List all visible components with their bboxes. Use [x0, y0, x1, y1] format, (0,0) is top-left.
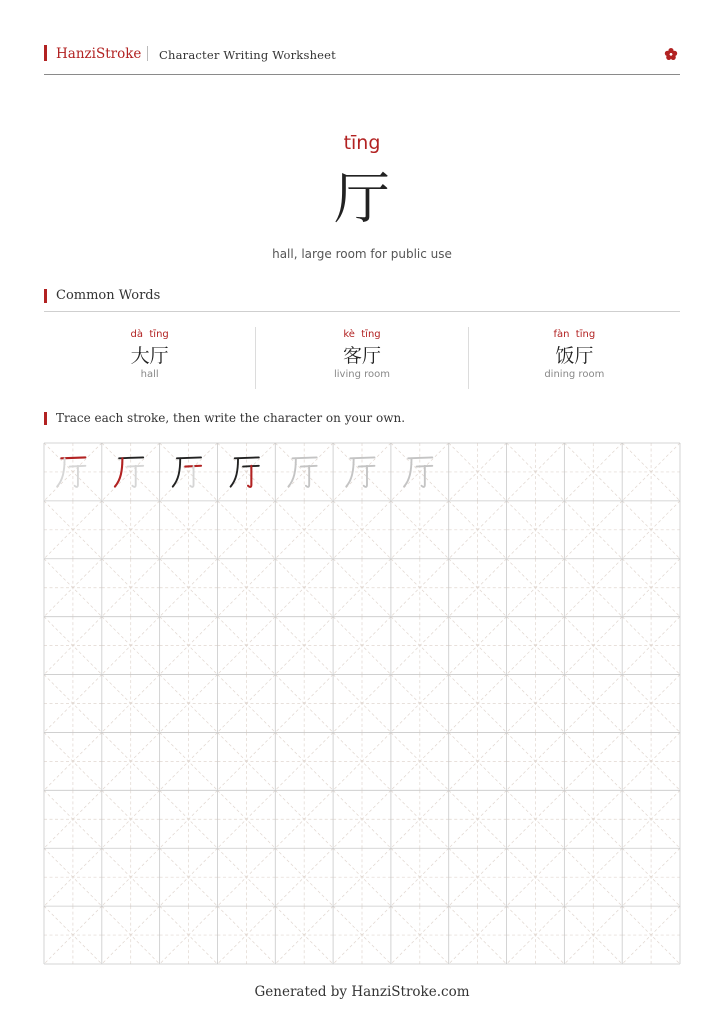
character-hanzi: 厅: [334, 167, 390, 232]
common-words-list: [44, 327, 680, 389]
practice-cell[interactable]: [102, 732, 160, 790]
practice-cell[interactable]: [391, 848, 449, 906]
practice-cell[interactable]: [622, 732, 680, 790]
word-pinyin: kè tīng: [343, 329, 381, 340]
word-hanzi: 客厅: [342, 345, 381, 367]
practice-cell[interactable]: [275, 732, 333, 790]
practice-instruction: Trace each stroke, then write the character on your own.: [56, 411, 406, 425]
practice-cell[interactable]: [160, 848, 218, 906]
practice-cell[interactable]: [622, 501, 680, 559]
practice-cell[interactable]: [564, 443, 622, 501]
practice-cell[interactable]: [507, 906, 565, 964]
practice-cell[interactable]: [449, 848, 507, 906]
stroke-path: [248, 466, 251, 487]
practice-cell[interactable]: [44, 790, 102, 848]
practice-cell[interactable]: [333, 443, 391, 501]
stroke-path: [421, 466, 424, 487]
common-words-title: Common Words: [56, 288, 161, 303]
practice-cell[interactable]: [44, 501, 102, 559]
practice-cell[interactable]: [564, 559, 622, 617]
practice-cell[interactable]: [333, 732, 391, 790]
practice-cell[interactable]: [622, 559, 680, 617]
practice-cell[interactable]: [622, 848, 680, 906]
word-item: [44, 327, 255, 389]
practice-cell[interactable]: [333, 906, 391, 964]
practice-cell[interactable]: [564, 906, 622, 964]
character-pinyin: tīng: [343, 132, 381, 154]
practice-cell[interactable]: [44, 848, 102, 906]
practice-cell[interactable]: [622, 443, 680, 501]
practice-cell[interactable]: [333, 848, 391, 906]
practice-cell[interactable]: [507, 675, 565, 733]
practice-cell[interactable]: [44, 675, 102, 733]
practice-cell[interactable]: [507, 848, 565, 906]
page-header: [44, 44, 680, 75]
word-pinyin: dà tīng: [130, 329, 169, 340]
practice-cell[interactable]: [275, 675, 333, 733]
practice-cell[interactable]: [275, 559, 333, 617]
practice-cell[interactable]: [391, 617, 449, 675]
practice-grid[interactable]: [43, 442, 681, 965]
practice-cell[interactable]: [333, 501, 391, 559]
practice-cell[interactable]: [622, 675, 680, 733]
practice-cell[interactable]: [391, 732, 449, 790]
practice-cell[interactable]: [102, 848, 160, 906]
common-words-rule: [44, 311, 680, 312]
practice-cell[interactable]: [507, 732, 565, 790]
practice-cell[interactable]: [217, 906, 275, 964]
word-hanzi: 饭厅: [555, 345, 594, 367]
practice-cell[interactable]: [102, 559, 160, 617]
practice-cell[interactable]: [564, 501, 622, 559]
practice-cell[interactable]: [102, 675, 160, 733]
practice-cell[interactable]: [507, 617, 565, 675]
practice-cell[interactable]: [275, 790, 333, 848]
practice-cell[interactable]: [333, 790, 391, 848]
practice-cell[interactable]: [102, 790, 160, 848]
stroke-path: [306, 466, 309, 487]
practice-cell[interactable]: [102, 443, 160, 501]
header-divider: [147, 46, 148, 61]
practice-cell[interactable]: [449, 617, 507, 675]
practice-cell[interactable]: [622, 617, 680, 675]
practice-cell[interactable]: [275, 848, 333, 906]
practice-cell[interactable]: [391, 790, 449, 848]
practice-cell[interactable]: [333, 617, 391, 675]
worksheet-subtitle: Character Writing Worksheet: [159, 48, 337, 62]
practice-cell[interactable]: [449, 732, 507, 790]
plum-blossom-icon: [664, 47, 678, 61]
practice-cell[interactable]: [622, 790, 680, 848]
practice-cell[interactable]: [217, 617, 275, 675]
word-meaning: dining room: [544, 369, 605, 380]
practice-cell[interactable]: [564, 732, 622, 790]
practice-cell[interactable]: [275, 443, 333, 501]
header-accent-bar: [44, 45, 47, 61]
practice-cell[interactable]: [160, 790, 218, 848]
stroke-path: [132, 466, 135, 487]
stroke-path: [364, 466, 367, 487]
practice-cell[interactable]: [160, 675, 218, 733]
stroke-path: [75, 466, 78, 487]
practice-cell[interactable]: [507, 559, 565, 617]
practice-cell[interactable]: [160, 559, 218, 617]
practice-cell[interactable]: [275, 501, 333, 559]
practice-cell[interactable]: [160, 906, 218, 964]
word-pinyin: fàn tīng: [553, 329, 596, 340]
common-words-accent-bar: [44, 289, 47, 303]
practice-cell[interactable]: [160, 443, 218, 501]
practice-cell[interactable]: [564, 675, 622, 733]
practice-cell[interactable]: [102, 617, 160, 675]
practice-cell[interactable]: [449, 675, 507, 733]
practice-cell[interactable]: [217, 443, 275, 501]
practice-cell[interactable]: [44, 443, 102, 501]
practice-cell[interactable]: [507, 501, 565, 559]
practice-cell[interactable]: [333, 559, 391, 617]
character-meaning: hall, large room for public use: [272, 247, 452, 261]
practice-cell[interactable]: [217, 501, 275, 559]
practice-accent-bar: [44, 412, 47, 425]
practice-cell[interactable]: [44, 732, 102, 790]
practice-cell[interactable]: [102, 906, 160, 964]
practice-cell[interactable]: [391, 559, 449, 617]
practice-cell[interactable]: [391, 906, 449, 964]
practice-cell[interactable]: [449, 443, 507, 501]
stroke-path: [115, 458, 122, 486]
practice-cell[interactable]: [275, 906, 333, 964]
practice-cell[interactable]: [507, 790, 565, 848]
practice-cell[interactable]: [391, 443, 449, 501]
practice-cell[interactable]: [102, 501, 160, 559]
word-meaning: living room: [333, 369, 390, 380]
word-meaning: hall: [140, 369, 159, 380]
practice-cell[interactable]: [449, 559, 507, 617]
word-item: [468, 327, 680, 389]
stroke-path: [190, 466, 193, 487]
practice-cell[interactable]: [217, 848, 275, 906]
practice-cell[interactable]: [44, 906, 102, 964]
practice-cell[interactable]: [564, 617, 622, 675]
practice-cell[interactable]: [160, 732, 218, 790]
practice-cell[interactable]: [275, 617, 333, 675]
practice-cell[interactable]: [217, 675, 275, 733]
practice-cell[interactable]: [449, 790, 507, 848]
practice-cell[interactable]: [622, 906, 680, 964]
practice-cell[interactable]: [217, 732, 275, 790]
practice-cell[interactable]: [507, 443, 565, 501]
footer-credit: Generated by HanziStroke.com: [254, 984, 470, 1000]
practice-cell[interactable]: [217, 559, 275, 617]
brand-name: HanziStroke: [56, 46, 142, 62]
practice-cell[interactable]: [391, 675, 449, 733]
word-item: [255, 327, 467, 389]
practice-cell[interactable]: [564, 790, 622, 848]
practice-cell[interactable]: [449, 501, 507, 559]
practice-cell[interactable]: [449, 906, 507, 964]
practice-cell[interactable]: [44, 559, 102, 617]
practice-cell[interactable]: [391, 501, 449, 559]
practice-cell[interactable]: [217, 790, 275, 848]
word-hanzi: 大厅: [130, 345, 169, 367]
practice-cell[interactable]: [44, 617, 102, 675]
practice-cell[interactable]: [564, 848, 622, 906]
practice-cell[interactable]: [160, 501, 218, 559]
practice-cell[interactable]: [160, 617, 218, 675]
practice-cell[interactable]: [333, 675, 391, 733]
